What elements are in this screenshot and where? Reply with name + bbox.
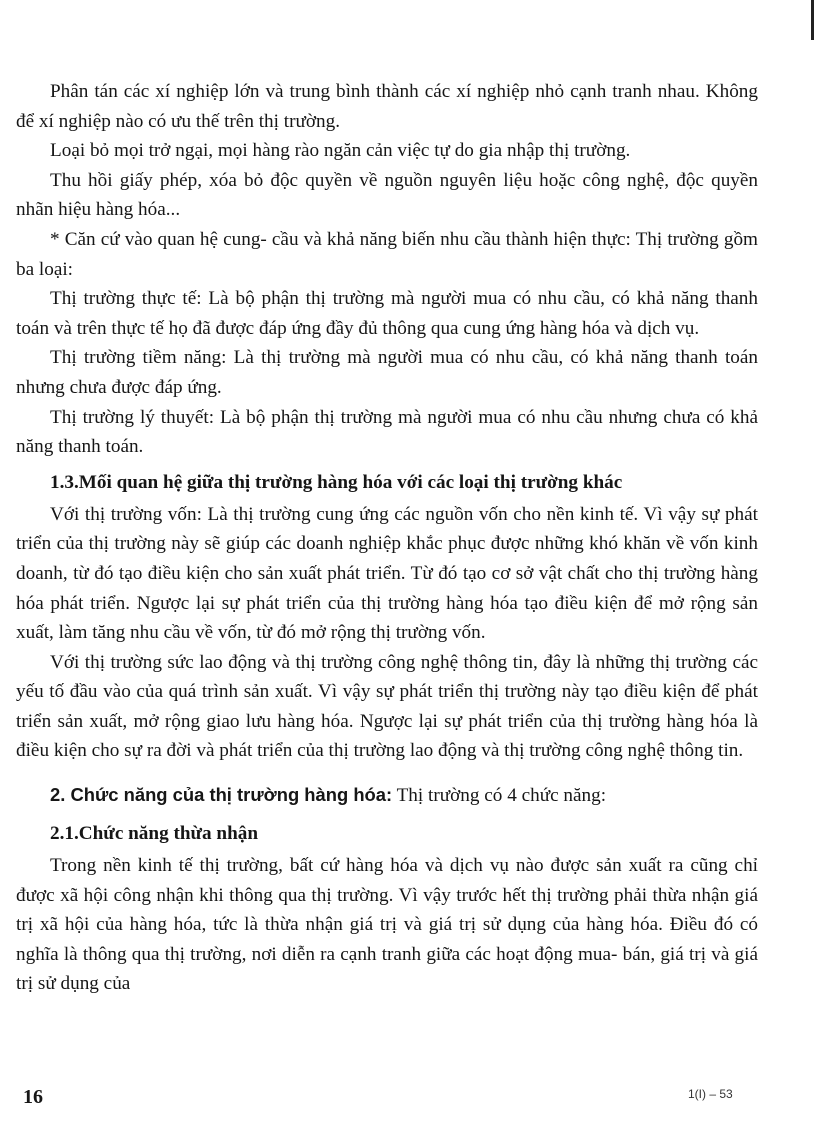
paragraph: Trong nền kinh tế thị trường, bất cứ hàng hóa và dịch vụ nào được sản xuất ra cũng chỉ được xã hội công nhận khi thông qua thị trường. Vì vậy trước hết thị trường phải thừa nhận giá trị xã hội của hàng hóa, tức là thừa nhận giá trị và giá trị sử dụng của hàng hóa. Điều đó có nghĩa là thông qua thị trường, nơi diễn ra cạnh tranh giữa các hoạt động mua- bán, giá trị và giá trị sử dụng của (16, 855, 758, 995)
section-heading-2 (16, 780, 758, 811)
paragraph: Với thị trường vốn: Là thị trường cung ứng các nguồn vốn cho nền kinh tế. Vì vậy sự phát triển của thị trường này sẽ giúp các doanh nghiệp khắc phục được những khó khăn về vốn kinh doanh, từ đó tạo điều kiện cho sản xuất phát triển. Từ đó tạo cơ sở vật chất cho thị trường hàng hóa phát triển. Ngược lại sự phát triển của thị trường hàng hóa tạo điều kiện để mở rộng sản xuất, làm tăng nhu cầu về vốn, từ đó mở rộng thị trường vốn. (16, 503, 758, 644)
print-signature: 1(I) – 53 (688, 1087, 733, 1101)
page-body (16, 77, 758, 999)
page-edge-mark (811, 0, 814, 40)
paragraph: Thị trường lý thuyết: Là bộ phận thị trường mà người mua có nhu cầu nhưng chưa có khả năng thanh toán. (16, 406, 758, 458)
section-heading-2-bold: 2. Chức năng của thị trường hàng hóa: (50, 784, 393, 806)
section-heading-1-3: 1.3.Mối quan hệ giữa thị trường hàng hóa với các loại thị trường khác (50, 471, 623, 493)
paragraph: Thị trường thực tế: Là bộ phận thị trường mà người mua có nhu cầu, có khả năng thanh toán và trên thực tế họ đã được đáp ứng đầy đủ thông qua cung ứng hàng hóa và dịch vụ. (16, 288, 758, 339)
page-number: 16 (23, 1086, 43, 1108)
paragraph: * Căn cứ vào quan hệ cung- cầu và khả năng biến nhu cầu thành hiện thực: Thị trường gồm ba loại: (16, 228, 758, 280)
section-heading-2-1: 2.1.Chức năng thừa nhận (50, 823, 259, 845)
paragraph: Với thị trường sức lao động và thị trường công nghệ thông tin, đây là những thị trường các yếu tố đầu vào của quá trình sản xuất. Vì vậy sự phát triển thị trường này tạo điều kiện để phát triển sản xuất, mở rộng giao lưu hàng hóa. Ngược lại sự phát triển của thị trường hàng hóa là điều kiện cho sự ra đời và phát triển của thị trường lao động và thị trường công nghệ thông tin. (16, 651, 758, 762)
paragraph: Thu hồi giấy phép, xóa bỏ độc quyền về nguồn nguyên liệu hoặc công nghệ, độc quyền nhãn hiệu hàng hóa... (16, 169, 758, 221)
section-heading-2-rest: Thị trường có 4 chức năng: (392, 785, 607, 807)
paragraph: Phân tán các xí nghiệp lớn và trung bình thành các xí nghiệp nhỏ cạnh tranh nhau. Không để xí nghiệp nào có ưu thế trên thị trường. (16, 81, 758, 132)
paragraph: Thị trường tiềm năng: Là thị trường mà người mua có nhu cầu, có khả năng thanh toán nhưng chưa được đáp ứng. (16, 347, 758, 398)
paragraph: Loại bỏ mọi trở ngại, mọi hàng rào ngăn cản việc tự do gia nhập thị trường. (50, 140, 631, 162)
